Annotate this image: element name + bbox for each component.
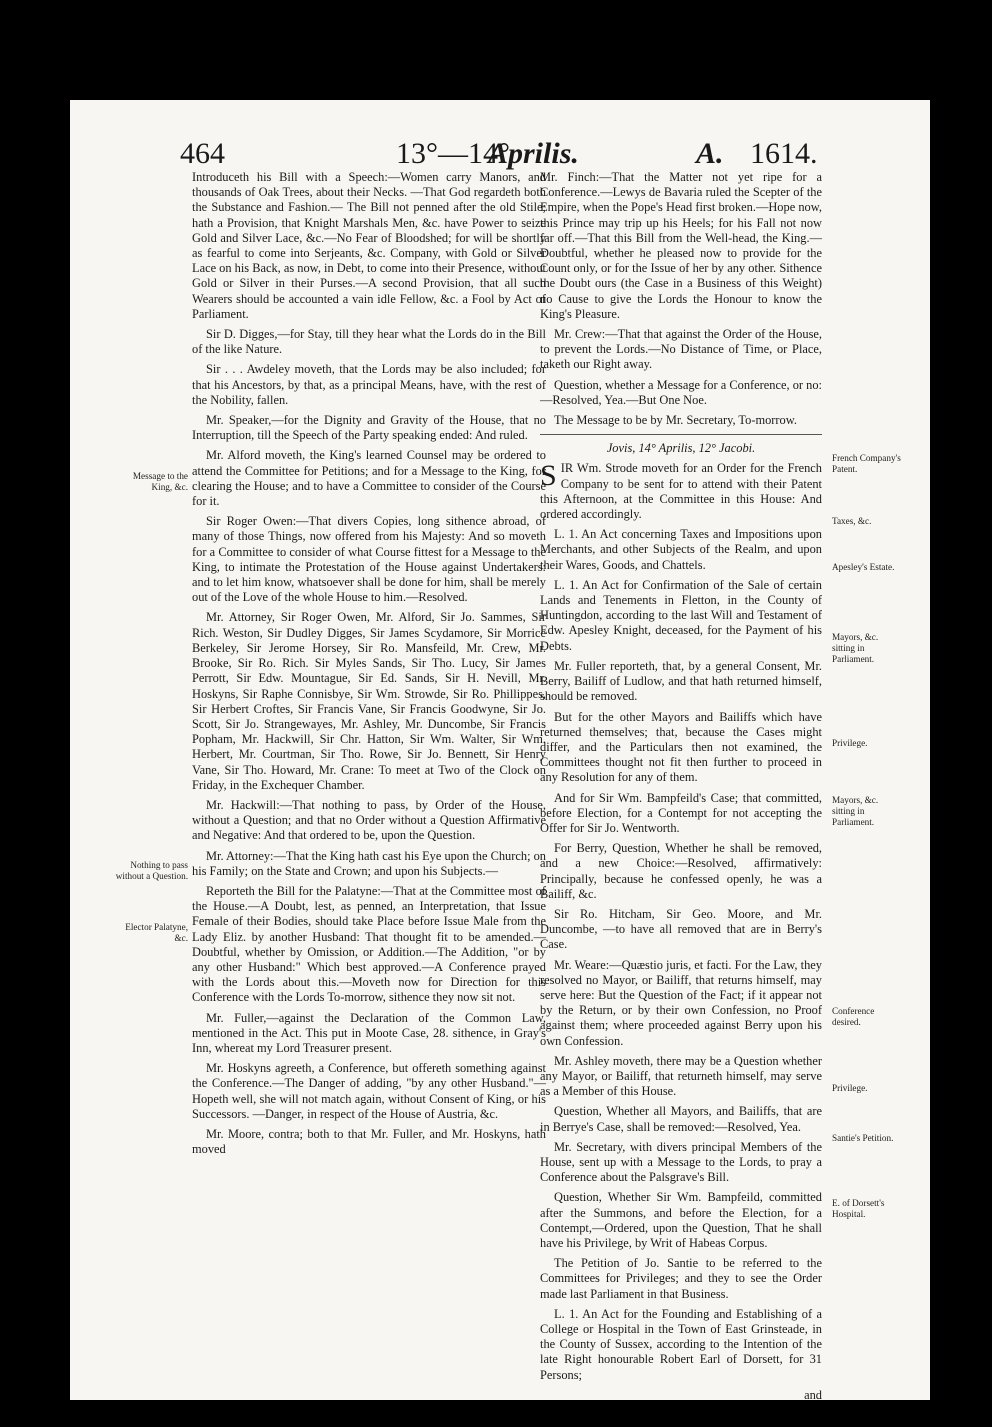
drop-cap: S (540, 459, 557, 493)
paragraph: But for the other Mayors and Bailiffs which have returned themselves; that, because the Cases might differ, and the Particulars then not examined, the Committees thought not fit then further to proceed in any Resolution for any of them. (540, 709, 822, 785)
margin-note: E. of Dorsett's Hospital. (832, 1198, 885, 1219)
paragraph: Reporteth the Bill for the Palatyne:—That at the Committee most of the House.—A Doubt, lest, as penned, an Interpretation, that Issue Female of their Bodies, should take Place before Issue Male from the Lady Eliz. by another Husband: That thought fit to be amended.—Doubtful, whether by Omission, or Addition.—The Addition, "or by any other Husband:" Which best approved.—A Conference prayed with the Lords about this.—Moveth now for Direction for this Conference with the Lords To-morrow, sithence they now sit not. (192, 883, 546, 1005)
paragraph: L. 1. An Act for Confirmation of the Sale of certain Lands and Tenements in Fletton, in the County of Huntingdon, according to the last Will and Testament of Edw. Apesley Knight, deceased, for the Payment of his Debts. (540, 577, 822, 653)
paragraph: Mr. Attorney, Sir Roger Owen, Mr. Alford, Sir Jo. Sammes, Sir Rich. Weston, Sir Dudley Digges, Sir James Scydamore, Sir Morrice Berkeley, Sir Jerome Horsey, Sir Ro. Mansfeild, Mr. Crew, Mr. Brooke, Sir Ro. Rich. Sir Myles Sands, Sir Tho. Lucy, Sir James Perrott, Sir Edw. Mountague, Sir Ed. Sands, Sir H. Nevill, Mr. Hoskyns, Sir Raphe Connisbye, Sir Wm. Strowde, Sir Ro. Phillippes, Sir Herbert Croftes, Sir Francis Vane, Sir Francis Goodwyne, Sir Jo. Scott, Sir Jo. Strangewayes, Mr. Ashley, Mr. Duncombe, Sir Francis Popham, Mr. Hackwill, Sir Chr. Hatton, Sir Wm. Walter, Sir Wm. Herbert, Mr. Courtman, Sir Tho. Rowe, Sir Jo. Bennett, Sir Henry Vane, Sir Tho. Howard, Mr. Crane: To meet at Two of the Clock on Friday, in the Exchequer Chamber. (192, 610, 546, 792)
paragraph: Mr. Attorney:—That the King hath cast his Eye upon the Church; on his Family; on the State and Crown; and upon his Subjects.— (192, 848, 546, 878)
paragraph: Mr. Moore, contra; both to that Mr. Fuller, and Mr. Hoskyns, hath moved (192, 1126, 546, 1157)
margin-note: Conference desired. (832, 1006, 875, 1027)
margin-note: Privilege. (832, 738, 868, 748)
paragraph (540, 461, 822, 522)
margin-note: Nothing to pass without a Question. (115, 860, 188, 881)
margin-note: Mayors, &c. sitting in Parliament. (832, 795, 879, 827)
paragraph: Sir Ro. Hitcham, Sir Geo. Moore, and Mr. Duncombe, —to have all removed that are in Berry's Case. (540, 906, 822, 952)
paragraph: The Petition of Jo. Santie to be referred to the Committees for Privileges; and they to see the Order made last Parliament in that Business. (540, 1256, 822, 1301)
paragraph: L. 1. An Act concerning Taxes and Impositions upon Merchants, and other Subjects of the Realm, and upon their Wares, Goods, and Chattels. (540, 527, 822, 572)
paragraph: Mr. Finch:—That the Matter not yet ripe for a Conference.—Lewys de Bavaria ruled the Scepter of the Empire, when the Pope's Head first broken.—Hope now, this Prince may trip up his Heels; for his Fall not now far off.—That this Bill from the Well-head, the King.—Doubtful, whether he pleased now to provide for the Count only, or for the Issue of her by any other. Sithence the Doubt ours (the Case in a Business of this Weight) no Cause to give the Lords the Honour to know the King's Pleasure. (540, 170, 822, 321)
margin-note: Message to the King, &c. (132, 471, 188, 492)
paragraph: Mr. Fuller reporteth, that, by a general Consent, Mr. Berry, Bailiff of Ludlow, and that hath returned himself, should be removed. (540, 658, 822, 704)
book-page (70, 100, 930, 1400)
paragraph: Question, Whether all Mayors, and Bailiffs, that are in Berrye's Case, shall be removed:—Resolved, Yea. (540, 1104, 822, 1134)
header-year-prefix: A. (696, 137, 724, 170)
margin-note: Elector Palatyne, &c. (125, 922, 188, 943)
paragraph: Question, Whether Sir Wm. Bampfeild, committed after the Summons, and before the Election, for a Contempt,—Ordered, upon the Question, That he shall have his Privilege, by Writ of Habeas Corpus. (540, 1190, 822, 1250)
paragraph: Mr. Ashley moveth, there may be a Question whether any Mayor, or Bailiff, that returneth himself, may serve as a Member of this House. (540, 1053, 822, 1099)
margin-note: French Company's Patent. (832, 453, 901, 474)
paragraph: Mr. Weare:—Quæstio juris, et facti. For the Law, they resolved no Mayor, or Bailiff, that returns himself, may serve here: But the Question of the Fact; if it appear not by the Return, or by their own Confession, no Proof against them; where proceeded against Berry upon his own Confession. (540, 957, 822, 1048)
paragraph: And for Sir Wm. Bampfeild's Case; that committed, before Election, for a Contempt for not accepting the Offer for Sir Jo. Wentworth. (540, 790, 822, 835)
margin-note: Apesley's Estate. (832, 562, 895, 572)
paragraph: Mr. Speaker,—for the Dignity and Gravity of the House, that no Interruption, till the Speech of the Party speaking ended: And ruled. (192, 413, 546, 443)
paragraph: Mr. Alford moveth, the King's learned Counsel may be ordered to attend the Committee for Petitions; and for a Message to the King, for clearing the House; and to have a Committee to consider of the Course for it. (192, 448, 546, 509)
left-column (192, 170, 546, 1162)
header-year: 1614. (750, 137, 818, 170)
section-rule (540, 434, 822, 435)
paragraph: Mr. Hackwill:—That nothing to pass, by Order of the House, without a Question; and that no Order without a Question Affirmative and Negative: And that ordered to be, upon the Question. (192, 797, 546, 843)
paragraph: The Message to be by Mr. Secretary, To-morrow. (554, 413, 797, 428)
paragraph: Mr. Secretary, with divers principal Members of the House, sent up with a Message to the Lords, to pray a Conference about the Palsgrave's Bill. (540, 1139, 822, 1185)
day-heading: Jovis, 14° Aprilis, 12° Jacobi. (606, 441, 756, 456)
paragraph: Sir D. Digges,—for Stay, till they hear what the Lords do in the Bill of the like Nature. (192, 327, 546, 357)
paragraph: Sir Roger Owen:—That divers Copies, long sithence abroad, of many of those Things, now offered from his Majesty: And so moveth for a Committee to consider of what Course fittest for a Message to the King, to intimate the Protestation of the House against Undertakers: and to let him know, whatsoever shall be done for him, shall be merely out of the Love of the whole House to him.—Resolved. (192, 514, 546, 605)
header-dates: 13°—14° (396, 137, 510, 170)
right-column (540, 170, 822, 1400)
paragraph: Sir . . . Awdeley moveth, that the Lords may be also included; for that his Ancestors, by that, as a principal Means, have, with the rest of the Nobility, fallen. (192, 362, 546, 407)
page-number: 464 (180, 137, 225, 170)
paragraph: Mr. Crew:—That that against the Order of the House, to prevent the Lords.—No Distance of Time, or Place, taketh our Right away. (540, 327, 822, 372)
paragraph: For Berry, Question, Whether he shall be removed, and a new Choice:—Resolved, affirmatively: Principally, because he confessed openly, he was a Bailiff, &c. (540, 841, 822, 901)
paragraph-text: Wm. Strode moveth for an Order for the French Company to be sent for to attend with their Patent this Afternoon, at the Committee in this House: And ordered accordingly. (540, 461, 822, 522)
catchword: and (804, 1387, 822, 1400)
drop-cap-rest: IR (560, 461, 574, 476)
paragraph: L. 1. An Act for the Founding and Establishing of a College or Hospital in the Town of East Grinsteade, in the County of Sussex, according to the Intention of the late Right honourable Robert Earl of Dorsett, for 31 Persons; (540, 1306, 822, 1382)
margin-note: Santie's Petition. (832, 1133, 894, 1143)
margin-note: Privilege. (832, 1083, 868, 1093)
margin-note: Taxes, &c. (832, 516, 872, 526)
paragraph: Mr. Fuller,—against the Declaration of the Common Law, mentioned in the Act. This put in Moote Case, 28. sithence, in Gray's Inn, whereat my Lord Treasurer present. (192, 1010, 546, 1055)
paragraph: Introduceth his Bill with a Speech:—Women carry Manors, and thousands of Oak Trees, about their Necks. —That God regardeth both the Substance and Fashion.— The Bill not penned after the old Stile; hath a Provision, that Knight Marshals Men, &c. have Power to seize Gold and Silver Lace, &c.—No Fear of Bloodshed; for will be shortly as fearful to come into Serjeants, &c. Company, with Gold or Silver Lace on his Back, as now, in Debt, to come into their Presence, without Gold or Silver in their Purses.—A second Provision, that all such Wearers should be accounted a vain idle Fellow, &c. a Fool by Act of Parliament. (192, 170, 546, 321)
margin-note: Mayors, &c. sitting in Parliament. (832, 632, 879, 664)
paragraph: Question, whether a Message for a Conference, or no:—Resolved, Yea.—But One Noe. (540, 377, 822, 407)
header-month: Aprilis. (488, 137, 579, 170)
paragraph: Mr. Hoskyns agreeth, a Conference, but offereth something against the Conference.—The Danger of adding, "by any other Husband."—Hopeth well, she will not match again, without Consent of King, or his Successors. —Danger, in respect of the House of Austria, &c. (192, 1061, 546, 1121)
